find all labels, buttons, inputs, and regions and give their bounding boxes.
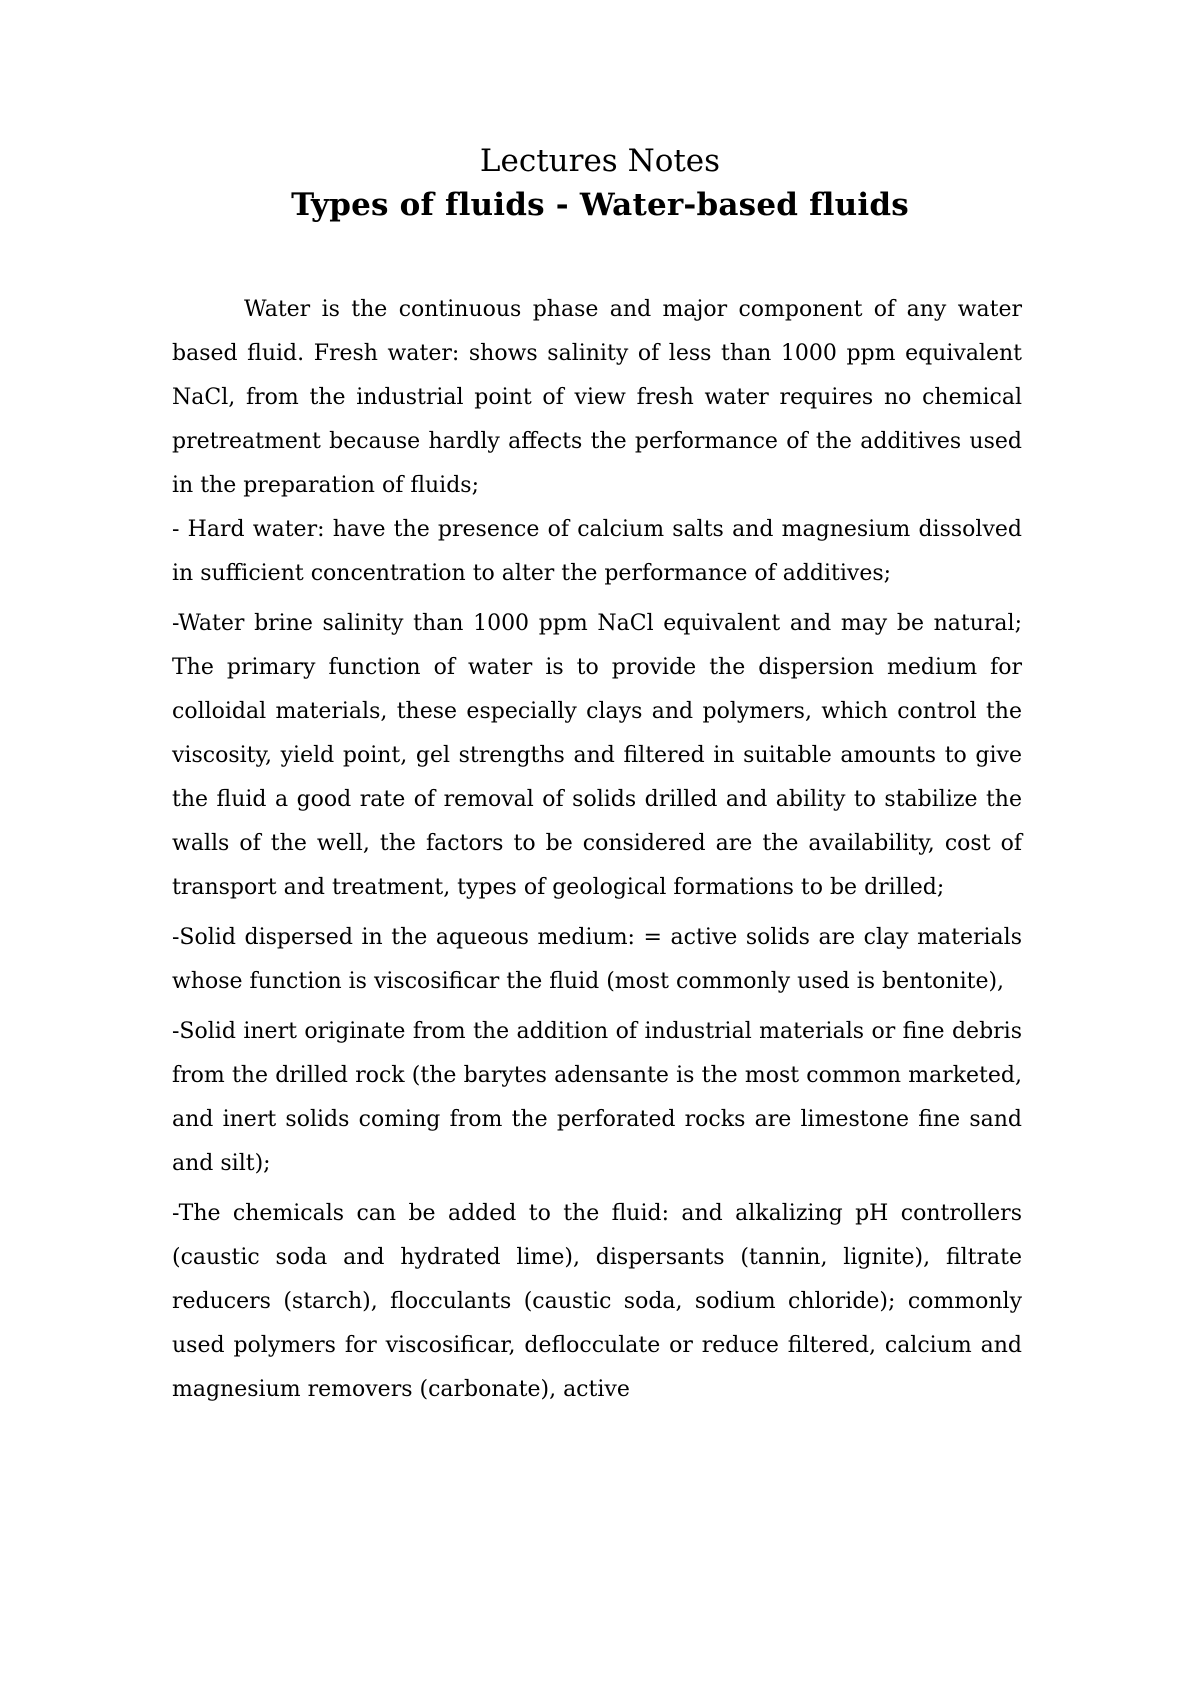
paragraph-hard-water: - Hard water: have the presence of calcium salts and magnesium dissolved in sufficient concentration to alter the performance of additives; [172, 517, 1022, 586]
document-body [172, 288, 1022, 1412]
title-block [0, 140, 1200, 228]
document-subtitle: Types of fluids - Water-based fluids [291, 187, 909, 223]
document-title: Lectures Notes [479, 143, 721, 179]
paragraph-chemicals: -The chemicals can be added to the fluid: and alkalizing pH controllers (caustic soda and hydrated lime), dispersants (tannin, lignite), filtrate reducers (starch), flocculants (caustic soda, sodium chloride); commonly used polymers for viscosificar, deflocculate or reduce filtered, calcium and magnesium removers (carbonate), active [172, 1201, 1022, 1402]
paragraph-solid-dispersed: -Solid dispersed in the aqueous medium: = active solids are clay materials whose function is viscosificar the fluid (most commonly used is bentonite), [172, 925, 1022, 994]
paragraph-water-brine: -Water brine salinity than 1000 ppm NaCl equivalent and may be natural; The primary function of water is to provide the dispersion medium for colloidal materials, these especially clays and polymers, which control the viscosity, yield point, gel strengths and filtered in suitable amounts to give the fluid a good rate of removal of solids drilled and ability to stabilize the walls of the well, the factors to be considered are the availability, cost of transport and treatment, types of geological formations to be drilled; [172, 611, 1022, 900]
paragraph-solid-inert: -Solid inert originate from the addition of industrial materials or fine debris from the drilled rock (the barytes adensante is the most common marketed, and inert solids coming from the perforated rocks are limestone fine sand and silt); [172, 1019, 1022, 1176]
paragraph-water-intro: Water is the continuous phase and major component of any water based fluid. Fresh water: shows salinity of less than 1000 ppm equivalent NaCl, from the industrial point of view fresh water requires no chemical pretreatment because hardly affects the performance of the additives used in the preparation of fluids; [172, 297, 1022, 498]
